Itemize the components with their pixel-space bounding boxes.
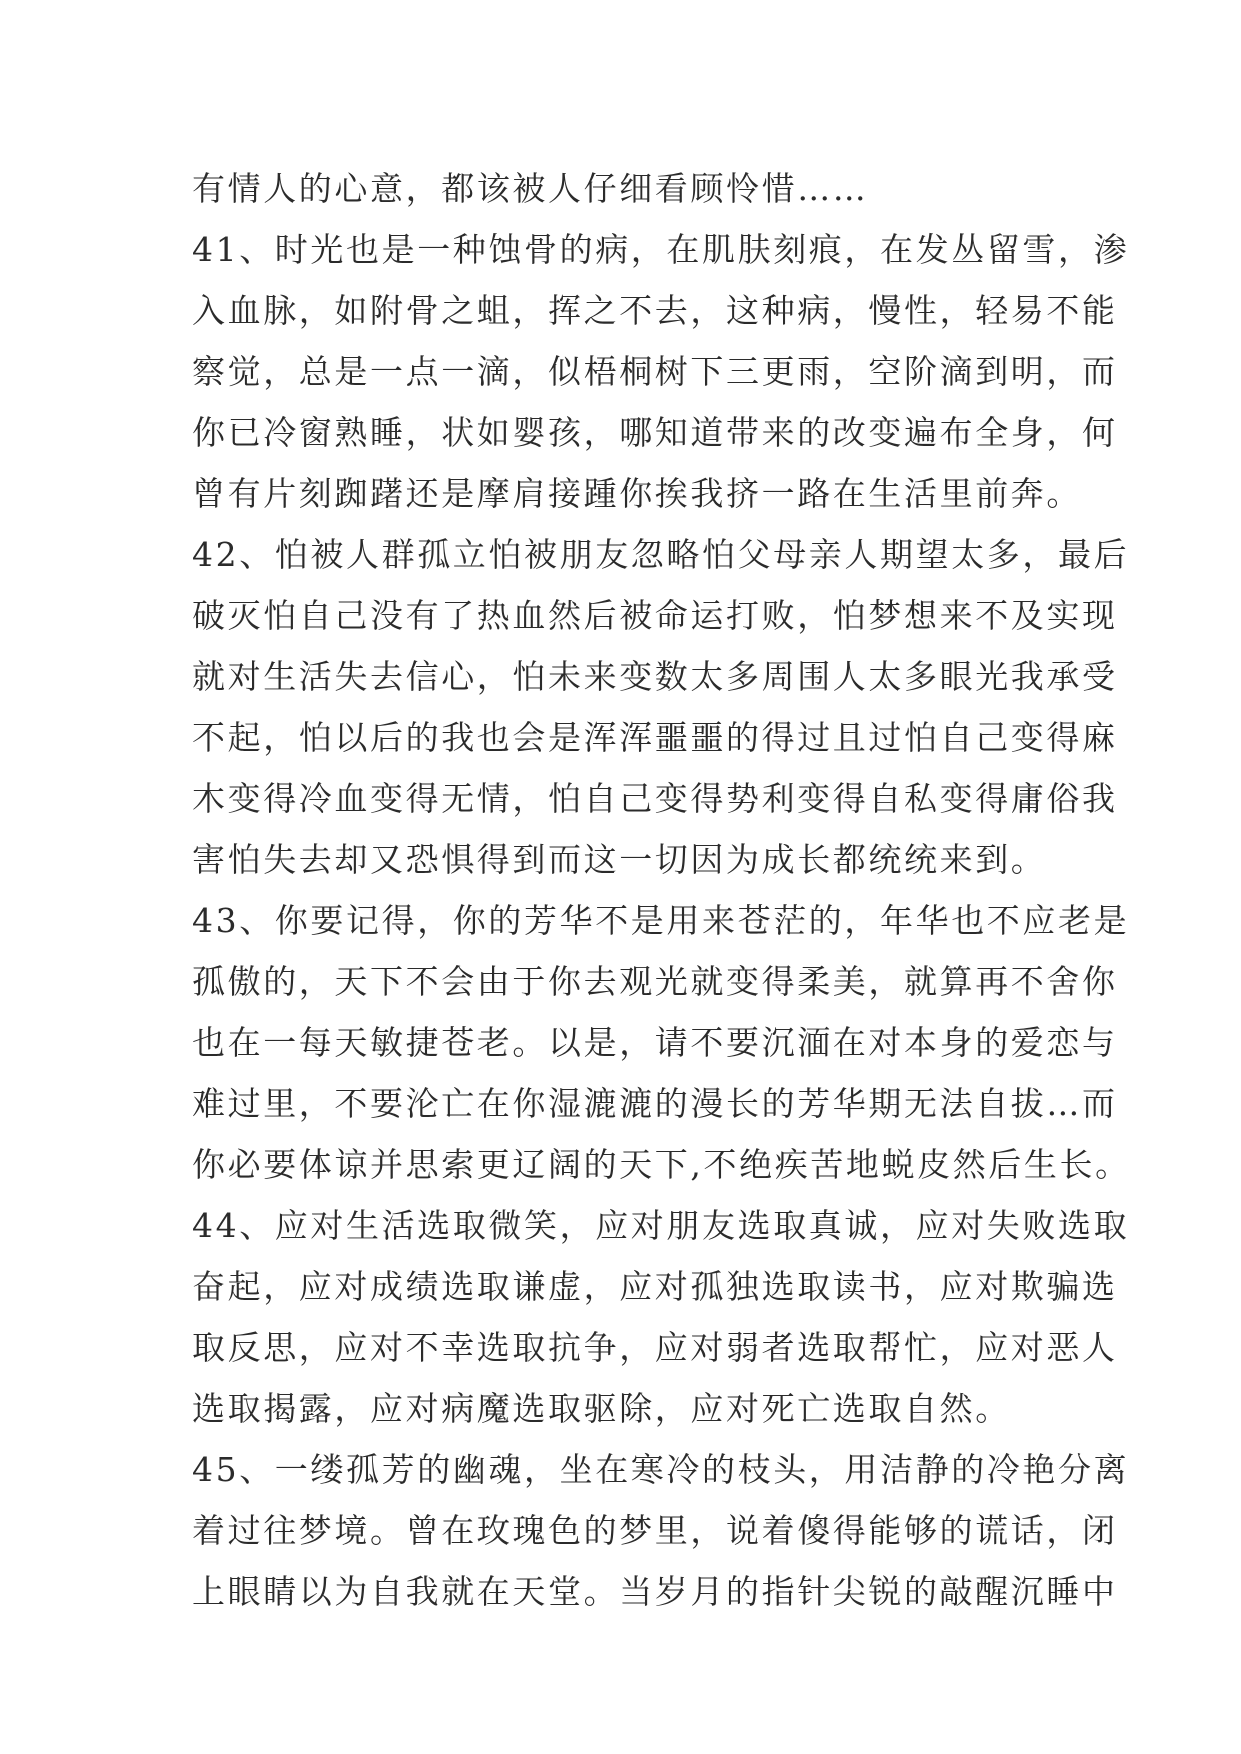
text-line: 不起，怕以后的我也会是浑浑噩噩的得过且过怕自己变得麻 bbox=[192, 718, 1118, 757]
text-line: 察觉，总是一点一滴，似梧桐树下三更雨，空阶滴到明，而 bbox=[192, 352, 1118, 391]
text-line: 41、时光也是一种蚀骨的病，在肌肤刻痕，在发丛留雪，渗 bbox=[192, 230, 1130, 269]
text-line: 就对生活失去信心，怕未来变数太多周围人太多眼光我承受 bbox=[192, 657, 1118, 696]
text-line: 入血脉，如附骨之蛆，挥之不去，这种病，慢性，轻易不能 bbox=[192, 291, 1118, 330]
text-line: 44、应对生活选取微笑，应对朋友选取真诚，应对失败选取 bbox=[192, 1206, 1130, 1245]
text-line: 害怕失去却又恐惧得到而这一切因为成长都统统来到。 bbox=[192, 840, 1047, 879]
text-line: 也在一每天敏捷苍老。以是，请不要沉湎在对本身的爱恋与 bbox=[192, 1023, 1118, 1062]
text-line: 有情人的心意，都该被人仔细看顾怜惜…… bbox=[192, 169, 869, 208]
text-line: 选取揭露，应对病魔选取驱除，应对死亡选取自然。 bbox=[192, 1389, 1011, 1428]
text-line: 奋起，应对成绩选取谦虚，应对孤独选取读书，应对欺骗选 bbox=[192, 1267, 1118, 1306]
text-line: 43、你要记得，你的芳华不是用来苍茫的，年华也不应老是 bbox=[192, 901, 1130, 940]
text-line: 破灭怕自己没有了热血然后被命运打败，怕梦想来不及实现 bbox=[192, 596, 1118, 635]
text-line: 取反思，应对不幸选取抗争，应对弱者选取帮忙，应对恶人 bbox=[192, 1328, 1118, 1367]
text-line: 45、一缕孤芳的幽魂，坐在寒冷的枝头，用洁静的冷艳分离 bbox=[192, 1450, 1130, 1489]
text-line: 曾有片刻踟躇还是摩肩接踵你挨我挤一路在生活里前奔。 bbox=[192, 474, 1082, 513]
text-line: 着过往梦境。曾在玫瑰色的梦里，说着傻得能够的谎话，闭 bbox=[192, 1511, 1118, 1550]
text-line: 你必要体谅并思索更辽阔的天下,不绝疾苦地蜕皮然后生长。 bbox=[192, 1145, 1131, 1184]
body-text bbox=[192, 158, 1131, 1622]
text-line: 你已冷窗熟睡，状如婴孩，哪知道带来的改变遍布全身，何 bbox=[192, 413, 1118, 452]
text-line: 木变得冷血变得无情，怕自己变得势利变得自私变得庸俗我 bbox=[192, 779, 1118, 818]
text-line: 42、怕被人群孤立怕被朋友忽略怕父母亲人期望太多，最后 bbox=[192, 535, 1130, 574]
text-line: 难过里，不要沦亡在你湿漉漉的漫长的芳华期无法自拔…而 bbox=[192, 1084, 1118, 1123]
text-line: 上眼睛以为自我就在天堂。当岁月的指针尖锐的敲醒沉睡中 bbox=[192, 1572, 1118, 1611]
text-line: 孤傲的，天下不会由于你去观光就变得柔美，就算再不舍你 bbox=[192, 962, 1118, 1001]
